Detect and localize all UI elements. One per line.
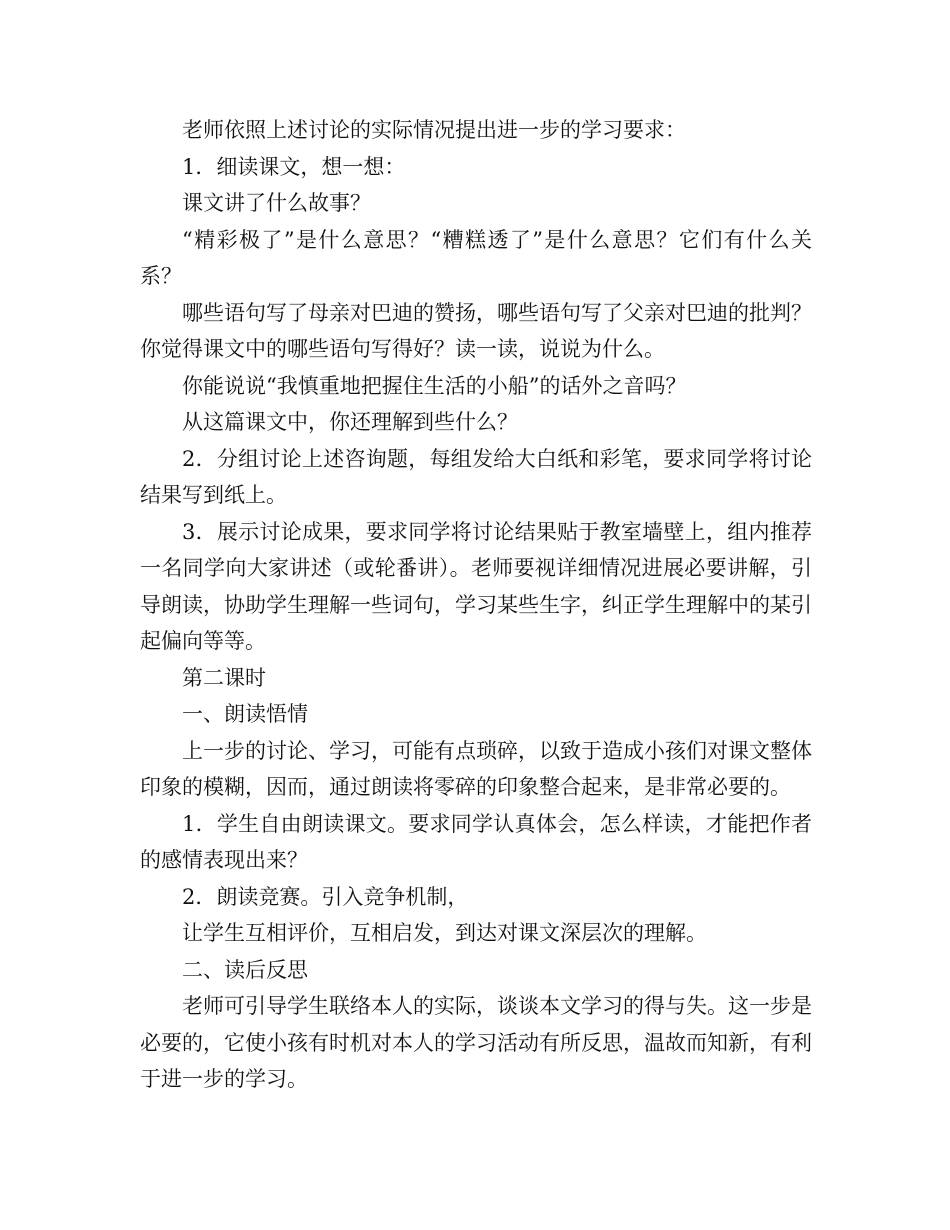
paragraph-step-1: 1．细读课文，想一想： <box>182 154 406 179</box>
paragraph-reading-step-2-cont: 让学生互相评价，互相启发，到达对课文深层次的理解。 <box>182 921 707 945</box>
paragraph-step-3: 3．展示讨论成果，要求同学将讨论结果贴于教室墙壁上，组内推荐一名同学向大家讲述（或轮番讲）。老师要视详细情况进展必要讲解，引导朗读，协助学生理解一些词句，学习某些生字，纠正学生理解中的某引起偏向等等。 <box>140 519 812 653</box>
paragraph-reflection: 老师可引导学生联络本人的实际，谈谈本文学习的得与失。这一步是必要的，它使小孩有时机对本人的学习活动有所反思，温故而知新，有利于进一步的学习。 <box>140 994 812 1091</box>
document-page <box>140 112 812 1098</box>
section-heading-reading: 一、朗读悟情 <box>182 702 308 726</box>
paragraph-step-2: 2．分组讨论上述咨询题，每组发给大白纸和彩笔，要求同学将讨论结果写到纸上。 <box>140 446 812 507</box>
paragraph-question-story: 课文讲了什么故事？ <box>182 191 371 215</box>
paragraph-question-understanding: 从这篇课文中，你还理解到些什么？ <box>182 410 518 434</box>
paragraph-requirements-intro: 老师依照上述讨论的实际情况提出进一步的学习要求： <box>182 118 686 142</box>
section-heading-reflection: 二、读后反思 <box>182 957 308 982</box>
paragraph-question-meaning: “精彩极了”是什么意思？“糟糕透了”是什么意思？它们有什么关系？ <box>140 227 812 288</box>
paragraph-reading-intro: 上一步的讨论、学习，可能有点琐碎，以致于造成小孩们对课文整体印象的模糊，因而，通过朗读将零碎的印象整合起来，是非常必要的。 <box>140 738 812 799</box>
paragraph-question-implication: 你能说说“我慎重地把握住生活的小船”的话外之音吗？ <box>182 373 687 398</box>
paragraph-question-sentences: 哪些语句写了母亲对巴迪的赞扬，哪些语句写了父亲对巴迪的批判？你觉得课文中的哪些语句写得好？读一读，说说为什么。 <box>140 300 812 361</box>
paragraph-reading-step-1: 1．学生自由朗读课文。要求同学认真体会，怎么样读，才能把作者的感情表现出来？ <box>140 811 812 872</box>
paragraph-reading-step-2: 2．朗读竞赛。引入竞争机制， <box>182 884 469 909</box>
section-heading-second-lesson: 第二课时 <box>182 665 266 690</box>
